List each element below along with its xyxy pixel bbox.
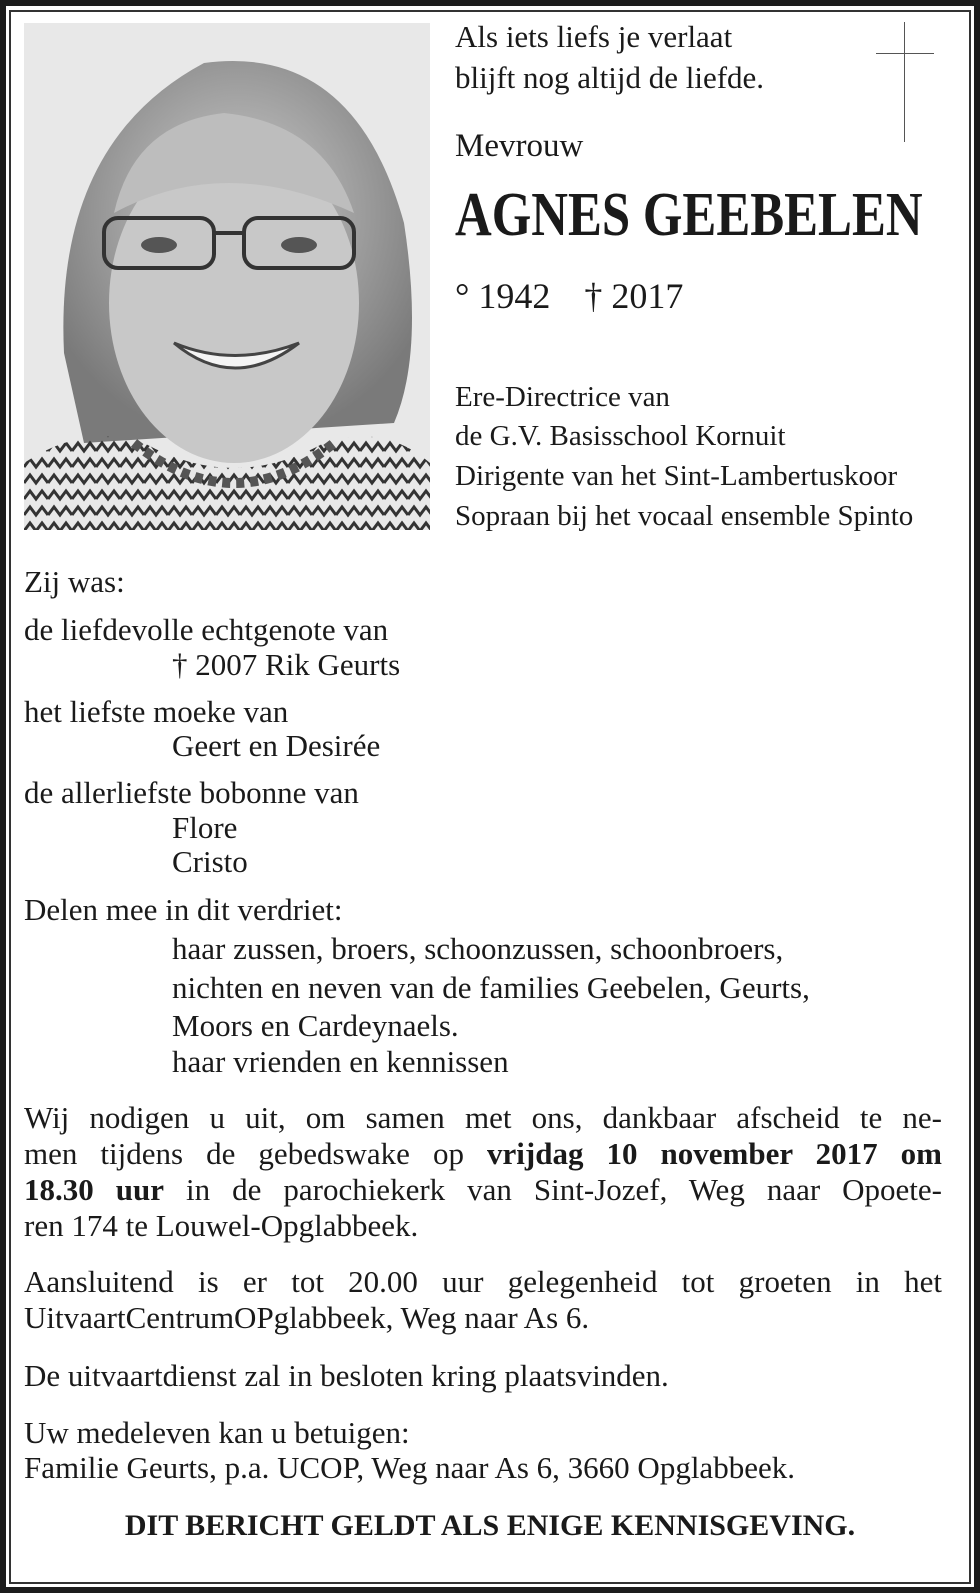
portrait-photo xyxy=(24,23,430,530)
cross-icon xyxy=(904,22,905,142)
relation-name: Cristo xyxy=(172,844,248,879)
mourner-line: haar zussen, broers, schoonzussen, schoonbroers, xyxy=(172,931,784,966)
visitation-line: Aansluitend is er tot 20.00 uur gelegenheid tot groeten in het xyxy=(24,1264,942,1299)
invitation-line: Wij nodigen u uit, om samen met ons, dankbaar afscheid te ne- xyxy=(24,1100,942,1135)
relation-name: Geert en Desirée xyxy=(172,728,381,763)
relation-name: Flore xyxy=(172,810,238,845)
invitation-date: vrijdag 10 november 2017 om xyxy=(487,1136,942,1171)
invitation-line: ren 174 te Louwel-Opglabbeek. xyxy=(24,1208,419,1243)
invitation-text: men tijdens de gebedswake op xyxy=(24,1136,488,1171)
relation-label: het liefste moeke van xyxy=(24,694,289,729)
mourner-line: Moors en Cardeynaels. xyxy=(172,1008,459,1043)
invitation-line xyxy=(24,1172,942,1208)
condolence-line: Uw medeleven kan u betuigen: xyxy=(24,1415,410,1450)
visitation-line: UitvaartCentrumOPglabbeek, Weg naar As 6. xyxy=(24,1300,590,1335)
role-line: Sopraan bij het vocaal ensemble Spinto xyxy=(455,500,914,532)
condolence-address: Familie Geurts, p.a. UCOP, Weg naar As 6, 3660 Opglabbeek. xyxy=(24,1450,795,1485)
invitation-time: 18.30 uur xyxy=(24,1172,164,1207)
family-intro: Zij was: xyxy=(24,564,125,599)
relation-label: de allerliefste bobonne van xyxy=(24,775,359,810)
invitation-paragraph xyxy=(24,1100,942,1244)
invitation-line xyxy=(24,1136,942,1172)
role-line: Ere-Directrice van xyxy=(455,381,670,413)
mourner-line: nichten en neven van de families Geebelen, Geurts, xyxy=(172,970,810,1005)
motto-line: blijft nog altijd de liefde. xyxy=(455,60,765,95)
deceased-name: AGNES GEEBELEN xyxy=(455,181,923,249)
cross-icon-bar xyxy=(876,53,934,54)
visitation-paragraph xyxy=(24,1264,942,1336)
service-note: De uitvaartdienst zal in besloten kring plaatsvinden. xyxy=(24,1358,669,1393)
relation-label: de liefdevolle echtgenote van xyxy=(24,612,389,647)
invitation-text: in de parochiekerk van Sint-Jozef, Weg naar Opoete- xyxy=(164,1172,942,1207)
birth-year: ° 1942 xyxy=(455,276,551,316)
relation-label: Delen mee in dit verdriet: xyxy=(24,892,343,927)
role-line: de G.V. Basisschool Kornuit xyxy=(455,420,786,452)
relation-name: † 2007 Rik Geurts xyxy=(172,647,401,682)
life-dates xyxy=(455,275,683,317)
motto-line: Als iets liefs je verlaat xyxy=(455,19,733,54)
death-year: † 2017 xyxy=(584,276,684,316)
closing-notice: DIT BERICHT GELDT ALS ENIGE KENNISGEVING. xyxy=(124,1509,856,1542)
role-line: Dirigente van het Sint-Lambertuskoor xyxy=(455,460,898,492)
mourner-line: haar vrienden en kennissen xyxy=(172,1044,509,1079)
title: Mevrouw xyxy=(455,128,584,164)
